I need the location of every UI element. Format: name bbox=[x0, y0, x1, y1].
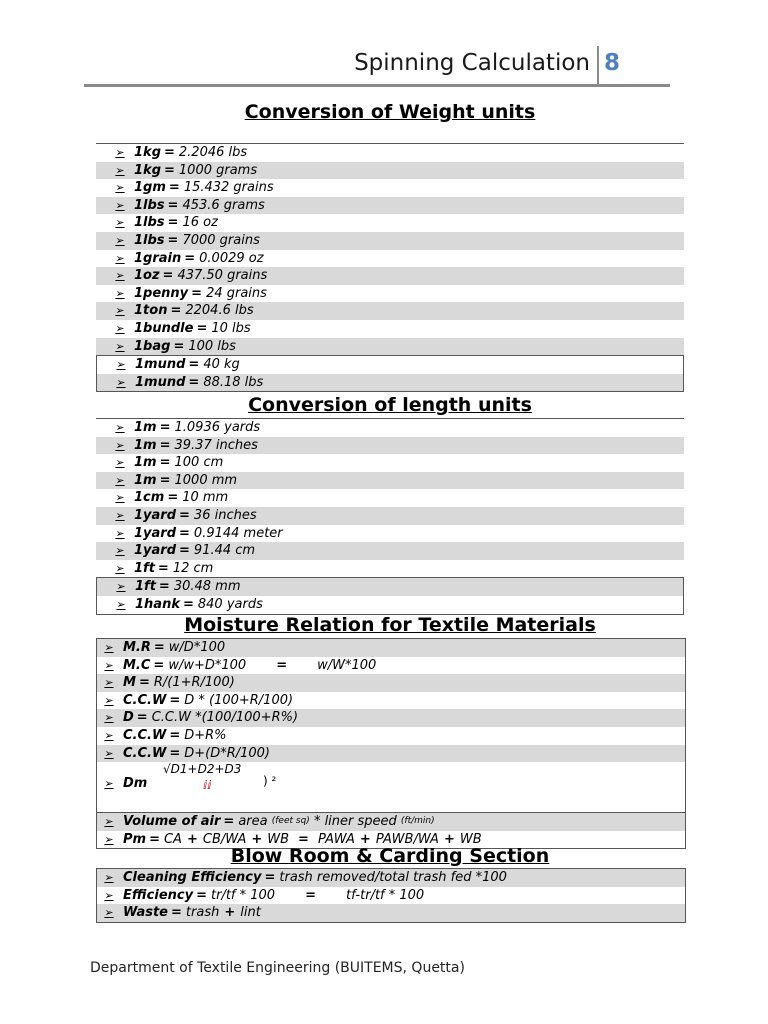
conversion-value: 453.6 grams bbox=[182, 197, 265, 213]
conversion-row: ➢ 1yard = 91.44 cm bbox=[96, 542, 684, 560]
bullet-arrow-icon: ➢ bbox=[115, 526, 125, 540]
page-header-title: Spinning Calculation bbox=[354, 50, 590, 76]
conversion-term: 1yard bbox=[134, 543, 177, 559]
bullet-arrow-icon: ➢ bbox=[115, 544, 125, 558]
bullet-arrow-icon: ➢ bbox=[116, 597, 126, 611]
conversion-row: ➢ 1gm = 15.432 grains bbox=[96, 179, 684, 197]
conversion-term: 1yard bbox=[134, 507, 177, 523]
bullet-arrow-icon: ➢ bbox=[104, 906, 114, 920]
conversion-term: 1ft bbox=[135, 579, 156, 595]
bullet-arrow-icon: ➢ bbox=[115, 146, 125, 159]
moisture-section-title: Moisture Relation for Textile Materials bbox=[184, 614, 596, 636]
conversion-value: 36 inches bbox=[193, 507, 257, 523]
length-section-title: Conversion of length units bbox=[248, 394, 532, 416]
bullet-arrow-icon: ➢ bbox=[115, 421, 125, 434]
header-rule bbox=[84, 84, 670, 87]
conversion-row: ➢ 1oz = 437.50 grains bbox=[96, 267, 684, 285]
spacer bbox=[97, 804, 685, 813]
conversion-row: ➢ 1kg = 1000 grams bbox=[96, 162, 684, 180]
bullet-arrow-icon: ➢ bbox=[115, 251, 125, 265]
conversion-row: ➢ 1hank = 840 yards bbox=[96, 596, 684, 615]
conversion-term: 1kg bbox=[134, 162, 161, 178]
bullet-arrow-icon: ➢ bbox=[115, 163, 125, 177]
m-row: ➢ M = R/(1+R/100) bbox=[97, 674, 685, 692]
conversion-row: ➢ 1bag = 100 lbs bbox=[96, 338, 684, 356]
page-number: 8 bbox=[604, 50, 621, 76]
bullet-arrow-icon: ➢ bbox=[104, 888, 114, 902]
bullet-arrow-icon: ➢ bbox=[104, 746, 114, 760]
bullet-arrow-icon: ➢ bbox=[104, 832, 114, 846]
waste-row: ➢ Waste = trash + lint bbox=[97, 904, 685, 922]
bullet-arrow-icon: ➢ bbox=[115, 456, 125, 470]
conversion-term: 1oz bbox=[134, 268, 160, 284]
conversion-term: 1gm bbox=[134, 180, 166, 196]
conversion-value: 100 lbs bbox=[188, 338, 236, 354]
conversion-value: 10 mm bbox=[182, 490, 229, 506]
conversion-term: 1m bbox=[134, 437, 157, 453]
bullet-arrow-icon: ➢ bbox=[115, 491, 125, 505]
conversion-term: 1mund bbox=[135, 374, 186, 390]
conversion-row: ➢ 1mund = 88.18 lbs bbox=[96, 374, 684, 393]
bullet-arrow-icon: ➢ bbox=[115, 181, 125, 195]
bullet-arrow-icon: ➢ bbox=[115, 304, 125, 318]
conversion-value: 40 kg bbox=[203, 357, 240, 373]
conversion-value: 1.0936 yards bbox=[174, 420, 261, 435]
conversion-term: 1hank bbox=[135, 596, 180, 612]
pm-row: ➢ Pm = CA + CB/WA + WB = PAWA + PAWB/WA + WB bbox=[97, 831, 685, 849]
conversion-value: 7000 grains bbox=[182, 232, 260, 248]
conversion-term: 1ton bbox=[134, 303, 168, 319]
bullet-arrow-icon: ➢ bbox=[104, 711, 114, 725]
bullet-arrow-icon: ➢ bbox=[115, 508, 125, 522]
conversion-value: 1000 grams bbox=[178, 162, 258, 178]
conversion-value: 30.48 mm bbox=[173, 579, 241, 595]
conversion-term: 1m bbox=[134, 472, 157, 488]
ccw-row-3: ➢ C.C.W = D+(D*R/100) bbox=[97, 745, 685, 763]
conversion-row: ➢ 1m = 100 cm bbox=[96, 454, 684, 472]
conversion-term: 1ft bbox=[134, 560, 155, 576]
efficiency-row: ➢ Efficiency = tr/tf * 100 = tf-tr/tf * 100 bbox=[97, 887, 685, 905]
conversion-row: ➢ 1cm = 10 mm bbox=[96, 489, 684, 507]
conversion-row: ➢ 1penny = 24 grains bbox=[96, 285, 684, 303]
conversion-value: 0.0029 oz bbox=[199, 250, 264, 266]
ccw-row-2: ➢ C.C.W = D+R% bbox=[97, 727, 685, 745]
conversion-term: 1bundle bbox=[134, 320, 194, 336]
blow-room-section-title: Blow Room & Carding Section bbox=[230, 845, 550, 867]
conversion-term: 1lbs bbox=[134, 197, 165, 213]
bullet-arrow-icon: ➢ bbox=[115, 198, 125, 212]
dm-formula-square: ) ² bbox=[263, 774, 277, 789]
conversion-value: 437.50 grains bbox=[177, 268, 268, 284]
bullet-arrow-icon: ➢ bbox=[104, 641, 114, 654]
conversion-term: 1m bbox=[134, 420, 157, 435]
bullet-arrow-icon: ➢ bbox=[104, 693, 114, 707]
bullet-arrow-icon: ➢ bbox=[115, 216, 125, 230]
d-row: ➢ D = C.C.W *(100/100+R%) bbox=[97, 709, 685, 727]
conversion-value: 12 cm bbox=[172, 560, 214, 576]
bullet-arrow-icon: ➢ bbox=[115, 233, 125, 247]
weight-table bbox=[96, 143, 684, 392]
bullet-arrow-icon: ➢ bbox=[104, 728, 114, 742]
conversion-row: ➢ 1yard = 0.9144 meter bbox=[96, 525, 684, 543]
conversion-value: 88.18 lbs bbox=[203, 374, 264, 390]
bullet-arrow-icon: ➢ bbox=[115, 339, 125, 353]
conversion-term: 1yard bbox=[134, 525, 177, 541]
conversion-term: 1mund bbox=[135, 357, 186, 373]
conversion-row: ➢ 1bundle = 10 lbs bbox=[96, 320, 684, 338]
conversion-row: ➢ 1m = 39.37 inches bbox=[96, 437, 684, 455]
bullet-arrow-icon: ➢ bbox=[115, 321, 125, 335]
conversion-row: ➢ 1m = 1000 mm bbox=[96, 472, 684, 490]
cleaning-efficiency-row: ➢ Cleaning Efficiency = trash removed/total trash fed *100 bbox=[97, 869, 685, 887]
conversion-term: 1cm bbox=[134, 490, 165, 506]
conversion-row: ➢ 1lbs = 7000 grains bbox=[96, 232, 684, 250]
conversion-row: ➢ 1ton = 2204.6 lbs bbox=[96, 302, 684, 320]
blow-room-table bbox=[96, 868, 686, 923]
conversion-row: ➢ 1lbs = 453.6 grams bbox=[96, 197, 684, 215]
conversion-term: 1bag bbox=[134, 338, 171, 354]
conversion-term: 1lbs bbox=[134, 232, 165, 248]
conversion-value: 39.37 inches bbox=[174, 437, 258, 453]
conversion-value: 100 cm bbox=[174, 455, 224, 471]
weight-section-title: Conversion of Weight units bbox=[244, 101, 536, 123]
conversion-term: 1penny bbox=[134, 285, 189, 301]
conversion-value: 15.432 grains bbox=[183, 180, 274, 196]
bullet-arrow-icon: ➢ bbox=[115, 561, 125, 575]
conversion-row: ➢ 1ft = 12 cm bbox=[96, 560, 684, 578]
dm-formula-error: ⅈⅈ bbox=[203, 778, 212, 793]
conversion-value: 10 lbs bbox=[211, 320, 251, 336]
conversion-value: 2204.6 lbs bbox=[185, 303, 254, 319]
dm-row: ➢ Dm √D1+D2+D3 ⅈⅈ ) ² bbox=[97, 762, 685, 804]
conversion-value: 0.9144 meter bbox=[193, 525, 283, 541]
conversion-row: ➢ 1grain = 0.0029 oz bbox=[96, 250, 684, 268]
bullet-arrow-icon: ➢ bbox=[115, 269, 125, 283]
conversion-row: ➢ 1yard = 36 inches bbox=[96, 507, 684, 525]
bullet-arrow-icon: ➢ bbox=[104, 871, 114, 884]
conversion-value: 2.2046 lbs bbox=[178, 145, 248, 160]
air-row: ➢ Volume of air = area (feet sq) * liner speed (ft/min) bbox=[97, 813, 685, 831]
conversion-value: 1000 mm bbox=[174, 472, 238, 488]
conversion-term: 1m bbox=[134, 455, 157, 471]
conversion-row: ➢ 1ft = 30.48 mm bbox=[96, 577, 684, 596]
conversion-term: 1lbs bbox=[134, 215, 165, 231]
conversion-term: 1kg bbox=[134, 145, 161, 160]
conversion-row: ➢ 1lbs = 16 oz bbox=[96, 214, 684, 232]
mc-row: ➢ M.C = w/w+D*100 = w/W*100 bbox=[97, 657, 685, 675]
bullet-arrow-icon: ➢ bbox=[104, 658, 114, 672]
length-table bbox=[96, 418, 684, 615]
moisture-table bbox=[96, 638, 686, 849]
bullet-arrow-icon: ➢ bbox=[116, 580, 126, 594]
bullet-arrow-icon: ➢ bbox=[116, 375, 126, 389]
bullet-arrow-icon: ➢ bbox=[104, 815, 114, 829]
conversion-value: 24 grains bbox=[206, 285, 267, 301]
conversion-row: ➢ 1m = 1.0936 yards bbox=[96, 419, 684, 437]
conversion-value: 840 yards bbox=[197, 596, 263, 612]
conversion-row: ➢ 1kg = 2.2046 lbs bbox=[96, 144, 684, 162]
bullet-arrow-icon: ➢ bbox=[104, 676, 114, 690]
ccw-row-1: ➢ C.C.W = D * (100+R/100) bbox=[97, 692, 685, 710]
bullet-arrow-icon: ➢ bbox=[104, 776, 114, 790]
conversion-value: 16 oz bbox=[182, 215, 218, 231]
conversion-value: 91.44 cm bbox=[193, 543, 256, 559]
conversion-term: 1grain bbox=[134, 250, 182, 266]
mr-row: ➢ M.R = w/D*100 bbox=[97, 639, 685, 657]
dm-formula-root: √D1+D2+D3 bbox=[163, 762, 242, 777]
page-footer: Department of Textile Engineering (BUITEMS, Quetta) bbox=[90, 960, 465, 976]
bullet-arrow-icon: ➢ bbox=[115, 438, 125, 452]
conversion-row: ➢ 1mund = 40 kg bbox=[96, 355, 684, 374]
bullet-arrow-icon: ➢ bbox=[115, 473, 125, 487]
bullet-arrow-icon: ➢ bbox=[116, 358, 126, 372]
header-separator bbox=[597, 46, 599, 84]
bullet-arrow-icon: ➢ bbox=[115, 286, 125, 300]
